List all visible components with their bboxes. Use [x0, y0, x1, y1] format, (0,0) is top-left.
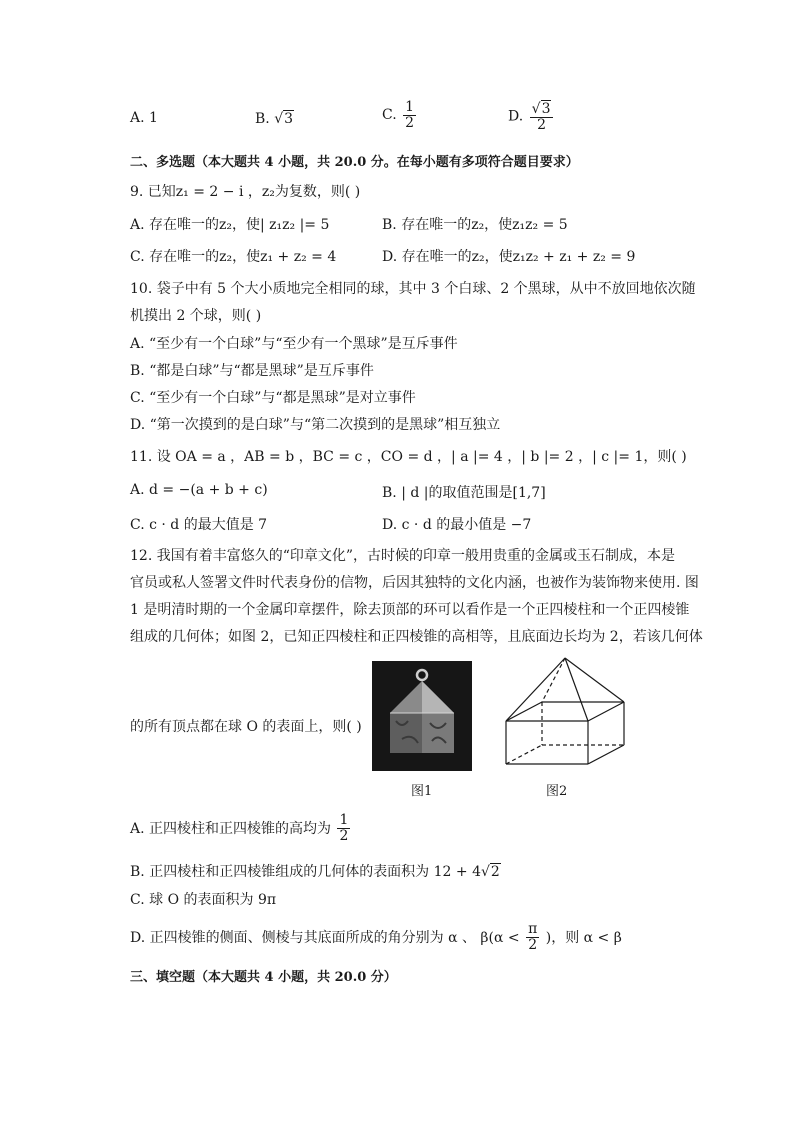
q9-stem: 9. 已知z₁ = 2 − i ，z₂为复数，则( ) — [130, 184, 361, 200]
figure1-caption: 图1 — [411, 784, 433, 799]
figure2-caption: 图2 — [546, 784, 568, 799]
section-heading-fill-in: 三、填空题（本大题共 4 小题，共 20.0 分） — [130, 970, 397, 985]
q11-option-a: A. d = −(a + b + c) — [130, 482, 268, 498]
q12-option-d-fraction — [526, 922, 539, 952]
q10-option-b: B. “都是白球”与“都是黑球”是互斥事件 — [130, 363, 374, 379]
section-heading-multiple-choice: 二、多选题（本大题共 4 小题，共 20.0 分。在每小题有多项符合题目要求） — [130, 155, 579, 170]
q12-stem-line1: 12. 我国有着丰富悠久的“印章文化”，古时候的印章一般用贵重的金属或玉石制成，本是 — [130, 548, 676, 564]
q10-stem-line1: 10. 袋子中有 5 个大小质地完全相同的球，其中 3 个白球、2 个黑球，从中不放回地依次随 — [130, 281, 696, 297]
q12-option-b-radicand: 2 — [490, 864, 500, 880]
q12-option-c: C. 球 O 的表面积为 9π — [130, 892, 277, 908]
q12-stem-line3: 1 是明清时期的一个金属印章摆件，除去顶部的环可以看作是一个正四棱柱和一个正四棱锥 — [130, 602, 690, 618]
q12-option-d-text1: D. 正四棱锥的侧面、侧棱与其底面所成的角分别为 α 、 β(α < — [130, 930, 520, 947]
q10-option-d: D. “第一次摸到的是白球”与“第二次摸到的是黑球”相互独立 — [130, 417, 501, 433]
q12-option-d-text2: )，则 α < β — [545, 930, 622, 947]
q8-option-c-num: 1 — [405, 99, 415, 115]
q8-option-c-fraction — [403, 100, 416, 130]
q8-option-c-label: C. — [382, 107, 397, 124]
q9-option-d: D. 存在唯一的z₂，使z₁z₂ + z₁ + z₂ = 9 — [382, 249, 636, 265]
q12-option-a-num: 1 — [339, 812, 349, 828]
q12-option-d-num: π — [528, 921, 538, 937]
q8-option-d-fraction — [530, 100, 554, 133]
q11-stem: 11. 设 OA = a ，AB = b ，BC = c ，CO = d ，| a |= 4 ，| b |= 2 ，| c |= 1，则( ) — [130, 449, 687, 465]
figure1-seal-photo — [372, 661, 472, 771]
seal-drawing — [372, 661, 472, 771]
q8-option-c-den: 2 — [405, 114, 415, 131]
q8-option-b-label: B. — [255, 111, 270, 127]
q9-option-b: B. 存在唯一的z₂，使z₁z₂ = 5 — [382, 217, 568, 233]
q8-option-c — [382, 100, 418, 130]
q12-option-b: B. 正四棱柱和正四棱锥组成的几何体的表面积为 12 + 4√2 — [130, 864, 500, 880]
q8-option-d-label: D. — [508, 108, 524, 125]
q12-stem-line5: 的所有顶点都在球 O 的表面上，则( ) — [130, 719, 362, 735]
q12-stem-line2: 官员或私人签署文件时代表身份的信物，后因其独特的文化内涵，也被作为装饰物来使用. 图 — [130, 575, 699, 591]
q12-stem-line4: 组成的几何体；如图 2，已知正四棱柱和正四棱锥的高相等，且底面边长均为 2，若该几何体 — [130, 629, 703, 645]
q8-option-b: B. √3 — [255, 111, 294, 127]
figure2-geometry-drawing — [500, 655, 630, 775]
q12-option-a — [130, 813, 352, 843]
q8-option-b-radicand: 3 — [284, 111, 294, 127]
q8-option-d-den: 2 — [537, 117, 547, 134]
q8-option-d — [508, 100, 555, 133]
q11-option-c: C. c · d 的最大值是 7 — [130, 517, 268, 533]
q12-option-a-fraction — [337, 813, 350, 843]
q10-option-a: A. “至少有一个白球”与“至少有一个黑球”是互斥事件 — [130, 336, 458, 352]
q10-option-c: C. “至少有一个白球”与“都是黑球”是对立事件 — [130, 390, 416, 406]
q11-option-d: D. c · d 的最小值是 −7 — [382, 517, 532, 533]
q9-option-a: A. 存在唯一的z₂，使| z₁z₂ |= 5 — [130, 217, 330, 233]
q12-option-d-den: 2 — [528, 936, 538, 953]
q12-option-a-den: 2 — [339, 827, 349, 844]
q12-option-d — [130, 922, 622, 952]
q8-option-d-num: √3 — [530, 100, 554, 118]
q12-option-a-text: A. 正四棱柱和正四棱锥的高均为 — [130, 821, 332, 838]
q11-option-b: B. | d |的取值范围是[1,7] — [382, 485, 546, 501]
q9-option-c: C. 存在唯一的z₂，使z₁ + z₂ = 4 — [130, 249, 337, 265]
q10-stem-line2: 机摸出 2 个球，则( ) — [130, 308, 262, 324]
q8-option-a: A. 1 — [130, 110, 158, 126]
q8-option-d-radicand: 3 — [541, 101, 551, 117]
q12-option-b-text: B. 正四棱柱和正四棱锥组成的几何体的表面积为 12 + 4 — [130, 864, 481, 880]
